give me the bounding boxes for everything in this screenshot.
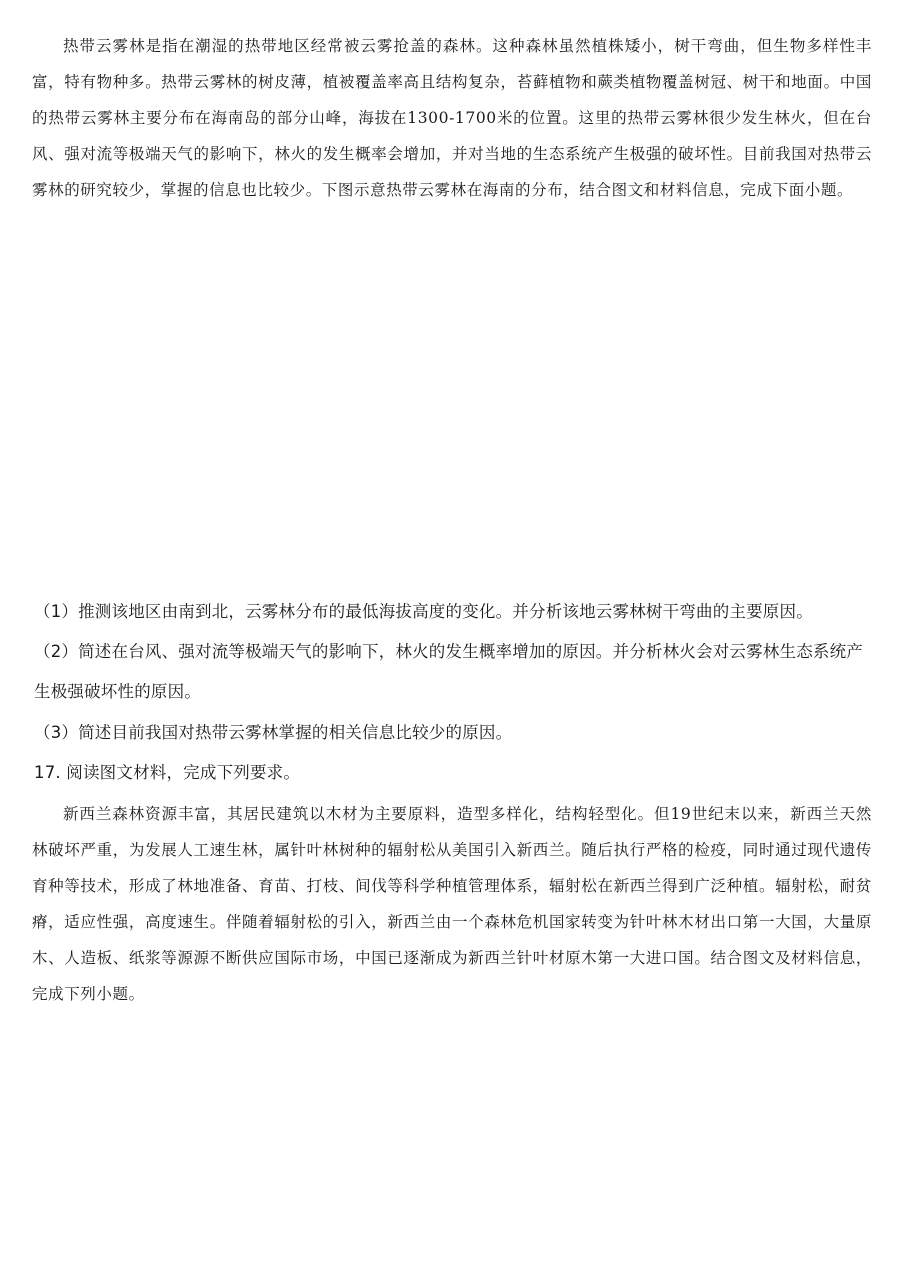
figure-area-blank bbox=[32, 270, 872, 590]
question-3: （3）简述目前我国对热带云雾林掌握的相关信息比较少的原因。 bbox=[34, 723, 513, 742]
question-2: （2）简述在台风、强对流等极端天气的影响下，林火的发生概率增加的原因。并分析林火会对云雾林生态系统产生极强破坏性的原因。 bbox=[34, 642, 863, 701]
figure-area-blank-2 bbox=[32, 1040, 872, 1240]
new-zealand-passage: 新西兰森林资源丰富，其居民建筑以木材为主要原料，造型多样化，结构轻型化。但19世纪末以来，新西兰天然林破坏严重，为发展人工速生林，属针叶林树种的辐射松从美国引入新西兰。随后执行严格的检疫，同时通过现代遗传育种等技术，形成了林地准备、育苗、打枝、间伐等科学种植管理体系，辐射松在新西兰得到广泛种植。辐射松，耐贫瘠，适应性强，高度速生。伴随着辐射松的引入，新西兰由一个森林危机国家转变为针叶林木材出口第一大国，大量原木、人造板、纸浆等源源不断供应国际市场，中国已逐渐成为新西兰针叶材原木第一大进口国。结合图文及材料信息，完成下列小题。 bbox=[32, 805, 872, 1003]
cloud-forest-passage: 热带云雾林是指在潮湿的热带地区经常被云雾抢盖的森林。这种森林虽然植株矮小，树干弯曲，但生物多样性丰富，特有物种多。热带云雾林的树皮薄，植被覆盖率高且结构复杂，苔藓植物和蕨类植物覆盖树冠、树干和地面。中国的热带云雾林主要分布在海南岛的部分山峰，海拔在1300-1700米的位置。这里的热带云雾林很少发生林火，但在台风、强对流等极端天气的影响下，林火的发生概率会增加，并对当地的生态系统产生极强的破坏性。目前我国对热带云雾林的研究较少，掌握的信息也比较少。下图示意热带云雾林在海南的分布，结合图文和材料信息，完成下面小题。 bbox=[32, 37, 872, 199]
question-1: （1）推测该地区由南到北，云雾林分布的最低海拔高度的变化。并分析该地云雾林树干弯曲的主要原因。 bbox=[34, 602, 813, 621]
question-17-heading: 17. 阅读图文材料，完成下列要求。 bbox=[34, 763, 301, 782]
